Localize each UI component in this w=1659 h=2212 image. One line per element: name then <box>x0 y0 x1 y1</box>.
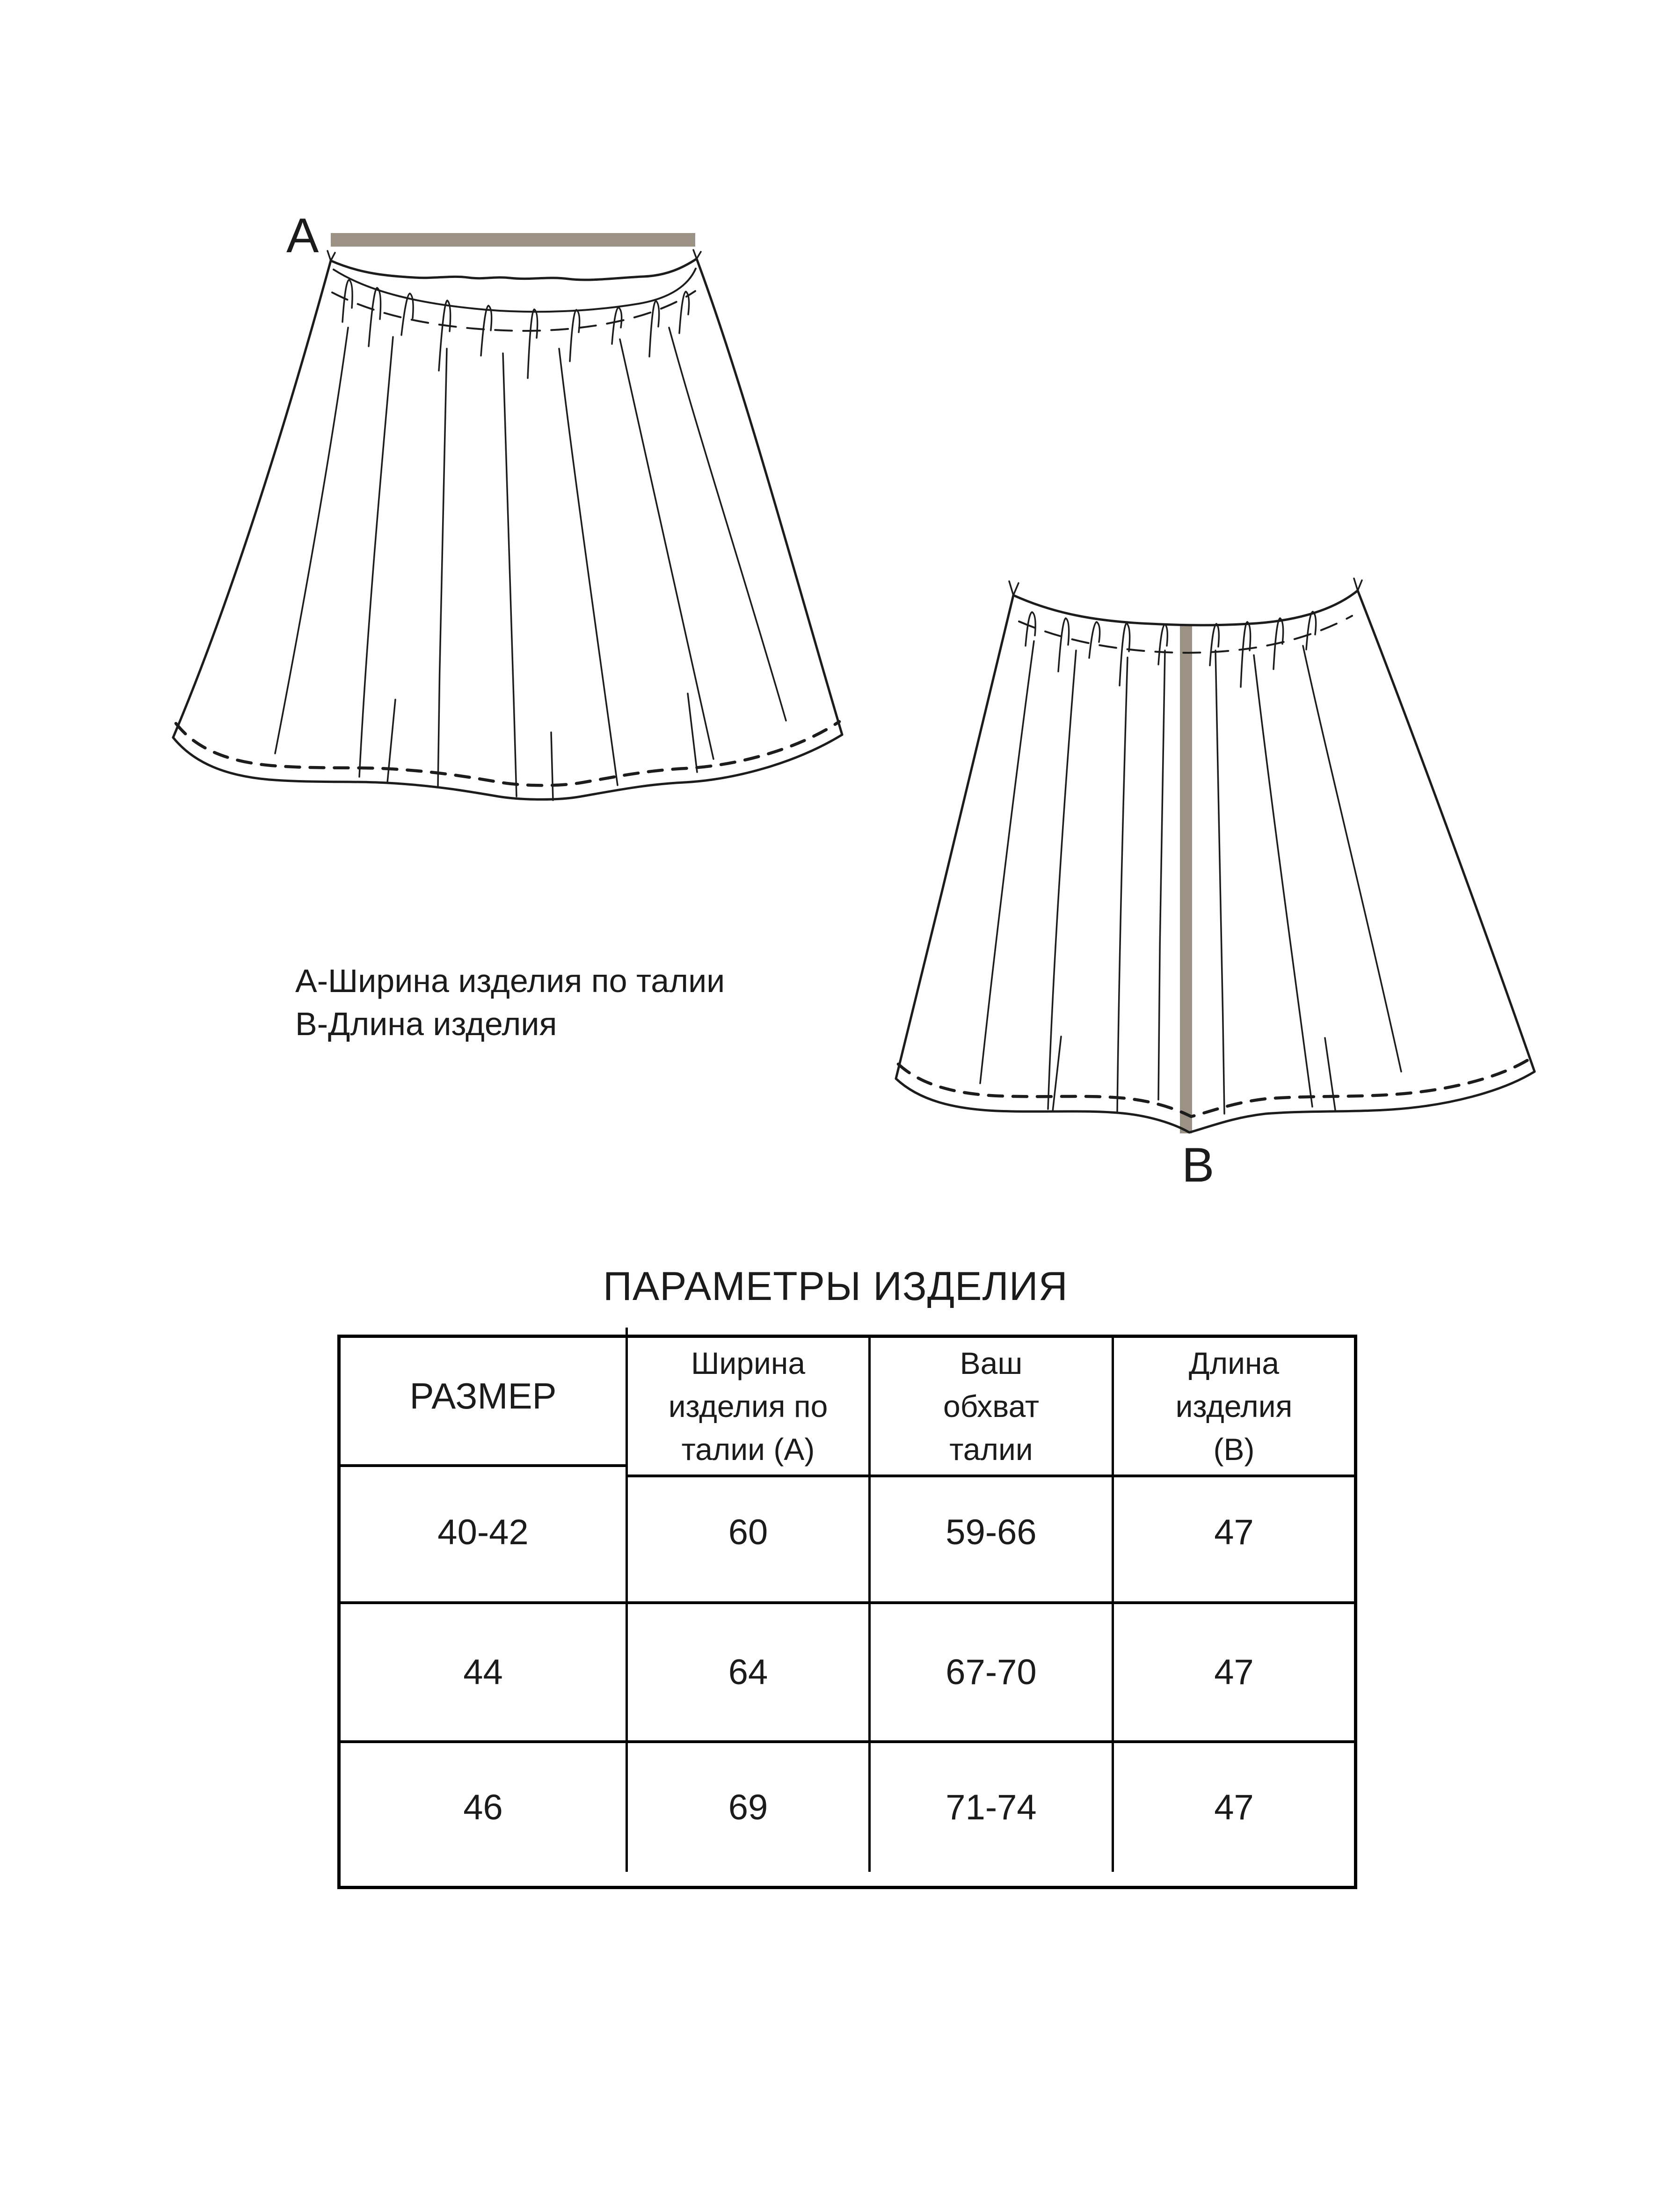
table-cell-size: 40-42 <box>341 1463 628 1604</box>
back-left-side-seam <box>896 595 1013 1079</box>
table-cell-size: 44 <box>341 1604 628 1743</box>
front-drape-lines <box>275 328 786 800</box>
table-cell-waist-width: 69 <box>628 1743 871 1872</box>
front-waistband-top-edge <box>331 259 697 280</box>
table-cell-waist-width: 60 <box>628 1463 871 1604</box>
header-size: РАЗМЕР <box>341 1328 628 1467</box>
measurement-legend <box>295 959 725 1045</box>
table-cell-waist-girth: 71-74 <box>871 1743 1114 1872</box>
back-hem-stitch-line <box>898 1058 1532 1117</box>
back-view-marker-label: В <box>1182 1138 1215 1192</box>
table-cell-waist-girth: 67-70 <box>871 1604 1114 1743</box>
table-cell-length: 47 <box>1214 1788 1254 1827</box>
header-waist-width: Ширина изделия по талии (А) <box>628 1338 871 1477</box>
size-parameters-table <box>337 1335 1357 1889</box>
legend-line-width: А-Ширина изделия по талии <box>295 963 725 999</box>
front-left-side-seam <box>173 261 331 737</box>
skirt-back-view-drawing <box>880 576 1556 1161</box>
legend-line-length: В-Длина изделия <box>295 1006 557 1042</box>
front-view-marker-label: А <box>286 209 319 263</box>
skirt-front-view-drawing <box>159 248 861 819</box>
back-hem-edge <box>896 1072 1535 1132</box>
table-cell-length: 47 <box>1114 1463 1354 1604</box>
table-cell-waist-width: 64 <box>628 1604 871 1743</box>
waist-width-measure-bar <box>331 233 695 247</box>
table-cell-waist-girth: 59-66 <box>871 1463 1114 1604</box>
header-waist-girth: Ваш обхват талии <box>871 1338 1114 1477</box>
table-cell-length: 47 <box>1114 1604 1354 1743</box>
header-length: Длина изделия (В) <box>1114 1338 1354 1477</box>
length-measure-bar-rect <box>1180 625 1192 1133</box>
table-cell-size: 46 <box>341 1743 628 1872</box>
waist-width-bar-rect <box>331 233 695 247</box>
table-title: ПАРАМЕТРЫ ИЗДЕЛИЯ <box>603 1264 1068 1309</box>
